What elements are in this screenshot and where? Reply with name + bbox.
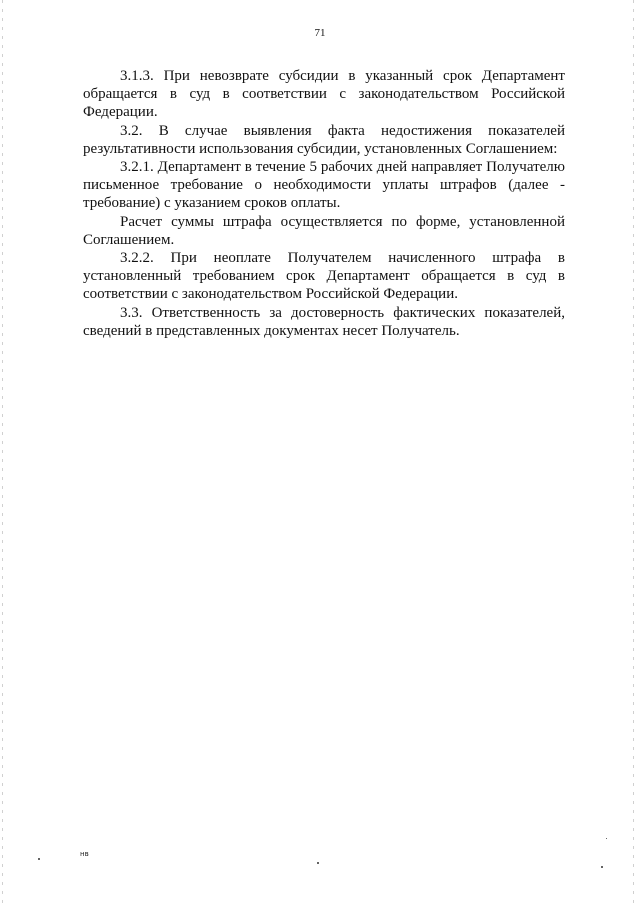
paragraph-3-1-3: 3.1.3. При невозврате субсидии в указанный срок Департамент обращается в суд в соответствии с законодательством Российской Федерации. (83, 68, 565, 121)
paragraph-3-2-2: 3.2.2. При неоплате Получателем начисленного штрафа в установленный требованием срок Департамент обращается в суд в соответствии с законодательством Российской Федерации. (83, 250, 565, 303)
page-number: 71 (314, 27, 326, 39)
scan-speck (606, 838, 607, 839)
paragraph-penalty-calculation: Расчет суммы штрафа осуществляется по форме, установленной Соглашением. (83, 213, 565, 248)
document-body (83, 67, 565, 340)
scan-speck (601, 866, 603, 868)
footer-initials: нв (80, 850, 89, 858)
scan-speck (38, 858, 40, 860)
paragraph-3-2-1: 3.2.1. Департамент в течение 5 рабочих дней направляет Получателю письменное требование о необходимости уплаты штрафов (далее - требование) с указанием сроков оплаты. (83, 159, 565, 212)
left-scan-edge (2, 0, 3, 905)
scan-speck (317, 862, 319, 864)
paragraph-3-2: 3.2. В случае выявления факта недостижения показателей результативности использования субсидии, установленных Соглашением: (83, 122, 565, 157)
paragraph-3-3: 3.3. Ответственность за достоверность фактических показателей, сведений в представленных документах несет Получатель. (83, 304, 565, 339)
right-scan-edge (633, 0, 634, 905)
